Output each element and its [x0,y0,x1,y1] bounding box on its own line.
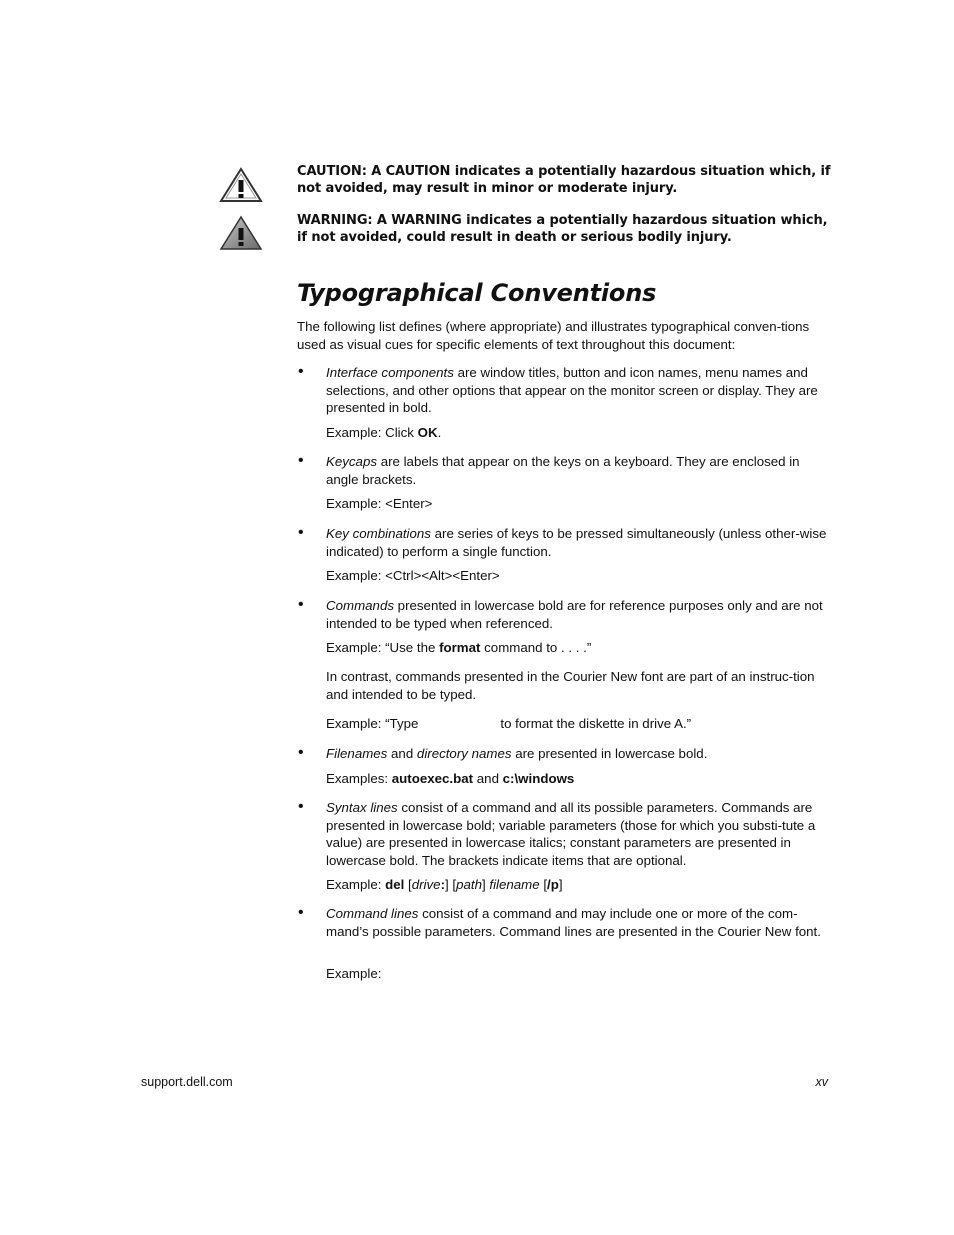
bullet-marker: • [298,798,304,815]
bullet-marker: • [298,452,304,469]
bullet-marker: • [298,363,304,380]
warning-icon [219,215,263,251]
command-lines-example: Example: [326,966,382,981]
commands-contrast-paragraph: In contrast, commands presented in the Courier New font are part of an instruc-tion and intended to be typed. [326,669,815,702]
term: Interface components [326,365,454,380]
syntax-lines-example: Example: del [drive:] [path] filename [/p] [326,877,563,892]
caution-icon [219,167,263,203]
intro-paragraph: The following list defines (where appropriate) and illustrates typographical conven-tions used as visual cues for specific elements of text throughout this document: [297,319,810,352]
term: Key combinations [326,526,431,541]
term: Commands [326,598,394,613]
term: Keycaps [326,454,377,469]
filenames-example: Examples: autoexec.bat and c:\windows [326,771,575,786]
bullet-marker: • [298,596,304,613]
key-combinations-paragraph: Key combinations are series of keys to be pressed simultaneously (unless other-wise indicated) to perform a single function. [326,526,827,559]
bullet-marker: • [298,744,304,761]
filenames-paragraph: Filenames and directory names are presented in lowercase bold. [326,746,708,761]
term: Command lines [326,906,419,921]
bullet-marker: • [298,524,304,541]
key-combinations-example: Example: <Ctrl><Alt><Enter> [326,568,500,583]
section-title: Typographical Conventions [297,279,657,307]
command-lines-paragraph: Command lines consist of a command and may include one or more of the com-mand’s possible parameters. Command lines are presented in the Courier New font. [326,906,821,939]
term: Filenames [326,746,388,761]
caution-notice: CAUTION: A CAUTION indicates a potentially hazardous situation which, if not avoided, may result in minor or moderate injury. [297,164,831,196]
syntax-lines-paragraph: Syntax lines consist of a command and all its possible parameters. Commands are presented in lowercase bold; variable parameters (those for which you substi-tute a value) are presented in lowercase italics; constant parameters are presented in lowercase bold. The brackets indicate items that are optional. [326,800,816,868]
keycaps-example: Example: <Enter> [326,496,433,511]
commands-example-type: Example: “Type to format the diskette in drive A.” [326,716,692,731]
page-number: xv [815,1075,828,1089]
warning-notice: WARNING: A WARNING indicates a potentially hazardous situation which, if not avoided, could result in death or serious bodily injury. [297,213,828,245]
keycaps-paragraph: Keycaps are labels that appear on the keys on a keyboard. They are enclosed in angle brackets. [326,454,800,487]
commands-example: Example: “Use the format command to . . . .” [326,640,592,655]
interface-components-paragraph: Interface components are window titles, button and icon names, menu names and selections, and other options that appear on the monitor screen or display. They are presented in bold. [326,365,818,415]
term: directory names [416,746,512,761]
footer-website: support.dell.com [141,1075,233,1089]
bullet-marker: • [298,904,304,921]
term: Syntax lines [326,800,398,815]
commands-paragraph: Commands presented in lowercase bold are for reference purposes only and are not intended to be typed when referenced. [326,598,823,631]
interface-components-example: Example: Click OK. [326,425,442,440]
